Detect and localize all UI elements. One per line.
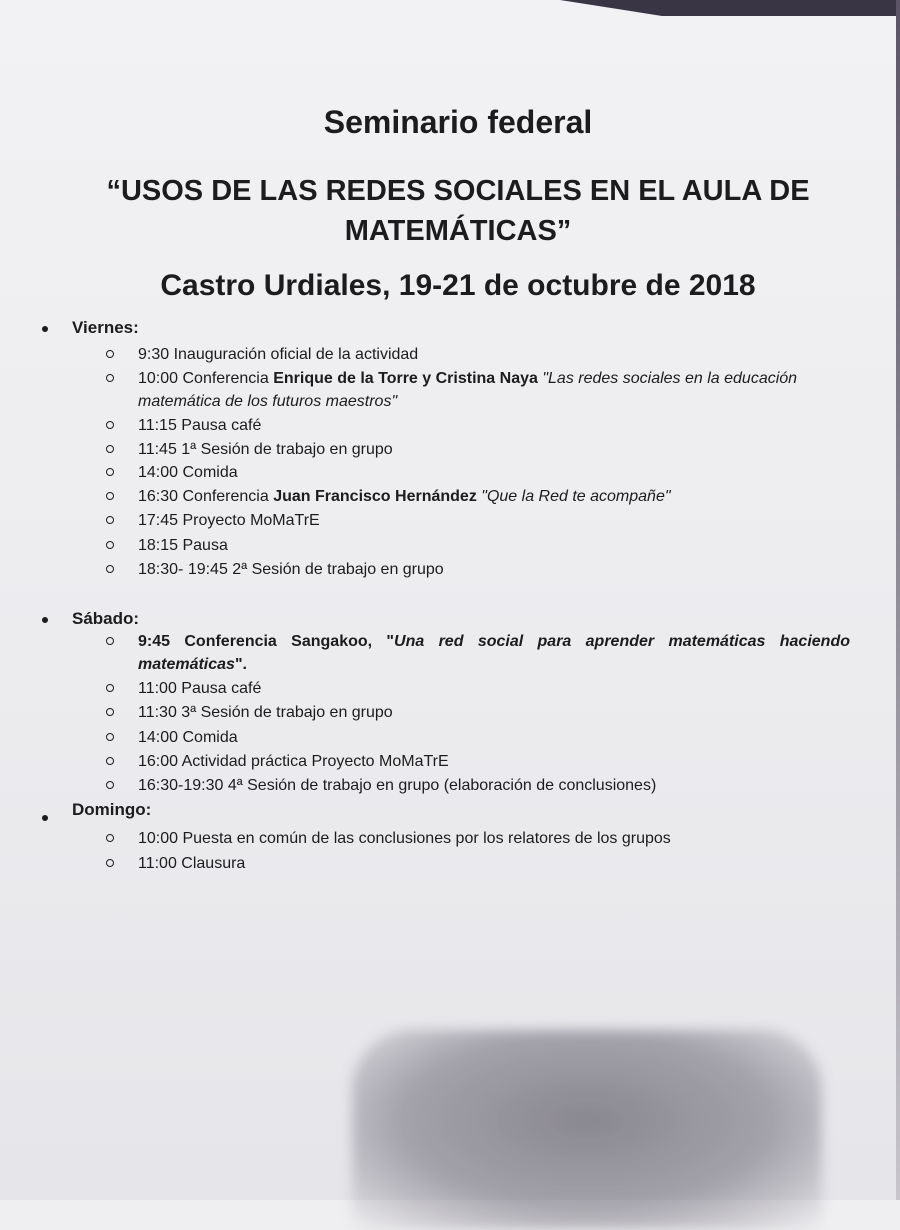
- document-title: Seminario federal: [323, 104, 593, 140]
- list-item: 10:00 Puesta en común de las conclusiones por los relatores de los grupos: [138, 830, 671, 847]
- list-item: 14:00 Comida: [138, 729, 238, 746]
- speaker-name: Enrique de la Torre y Cristina Naya: [273, 370, 538, 387]
- circle-bullet-icon: [106, 834, 114, 842]
- circle-bullet-icon: [106, 757, 114, 765]
- list-item: 11:00 Clausura: [138, 855, 246, 872]
- list-item: 9:30 Inauguración oficial de la actividad: [138, 346, 419, 363]
- circle-bullet-icon: [106, 492, 114, 500]
- list-item: 16:00 Actividad práctica Proyecto MoMaTrE: [138, 753, 449, 770]
- bullet-icon: [42, 617, 48, 623]
- circle-bullet-icon: [106, 733, 114, 741]
- list-item: 11:45 1ª Sesión de trabajo en grupo: [138, 441, 393, 458]
- circle-bullet-icon: [106, 468, 114, 476]
- list-item: 17:45 Proyecto MoMaTrE: [138, 512, 320, 529]
- list-item: [138, 630, 850, 676]
- circle-bullet-icon: [106, 421, 114, 429]
- item-time: 16:30 Conferencia: [138, 488, 274, 505]
- talk-title: Una red social para aprender matemáticas haciendo matemáticas: [138, 633, 850, 673]
- day-heading-viernes: Viernes:: [72, 318, 139, 337]
- day-heading-sabado: Sábado:: [72, 609, 140, 628]
- location-date: Castro Urdiales, 19-21 de octubre de 2018: [160, 269, 756, 302]
- item-tail: ".: [234, 656, 247, 673]
- circle-bullet-icon: [106, 859, 114, 867]
- list-item: 11:00 Pausa café: [138, 680, 262, 697]
- bullet-icon: [42, 326, 48, 332]
- circle-bullet-icon: [106, 516, 114, 524]
- list-item: 11:15 Pausa café: [138, 417, 262, 434]
- circle-bullet-icon: [106, 708, 114, 716]
- list-item: [138, 485, 858, 508]
- speaker-name: Juan Francisco Hernández: [273, 488, 477, 505]
- item-time: 10:00 Conferencia: [138, 370, 274, 387]
- talk-title: "Las redes sociales en la educación matemática de los futuros maestros": [138, 370, 798, 410]
- list-item: 14:00 Comida: [138, 464, 238, 481]
- item-lead: 9:45 Conferencia Sangakoo, ": [138, 633, 395, 650]
- circle-bullet-icon: [106, 374, 114, 382]
- list-item: 18:15 Pausa: [138, 537, 228, 554]
- talk-title: "Que la Red te acompañe": [481, 488, 671, 505]
- bullet-icon: [42, 815, 48, 821]
- list-item: 11:30 3ª Sesión de trabajo en grupo: [138, 704, 393, 721]
- circle-bullet-icon: [106, 781, 114, 789]
- list-item: [138, 367, 858, 413]
- circle-bullet-icon: [106, 350, 114, 358]
- list-item: 16:30-19:30 4ª Sesión de trabajo en grupo (elaboración de conclusiones): [138, 777, 657, 794]
- circle-bullet-icon: [106, 684, 114, 692]
- circle-bullet-icon: [106, 445, 114, 453]
- seminar-subtitle: “USOS DE LAS REDES SOCIALES EN EL AULA DE MATEMÁTICAS”: [106, 175, 810, 247]
- day-heading-domingo: Domingo:: [72, 800, 152, 819]
- circle-bullet-icon: [106, 637, 114, 645]
- list-item: 18:30- 19:45 2ª Sesión de trabajo en grupo: [138, 561, 444, 578]
- circle-bullet-icon: [106, 541, 114, 549]
- camera-shadow: [352, 1030, 822, 1230]
- circle-bullet-icon: [106, 565, 114, 573]
